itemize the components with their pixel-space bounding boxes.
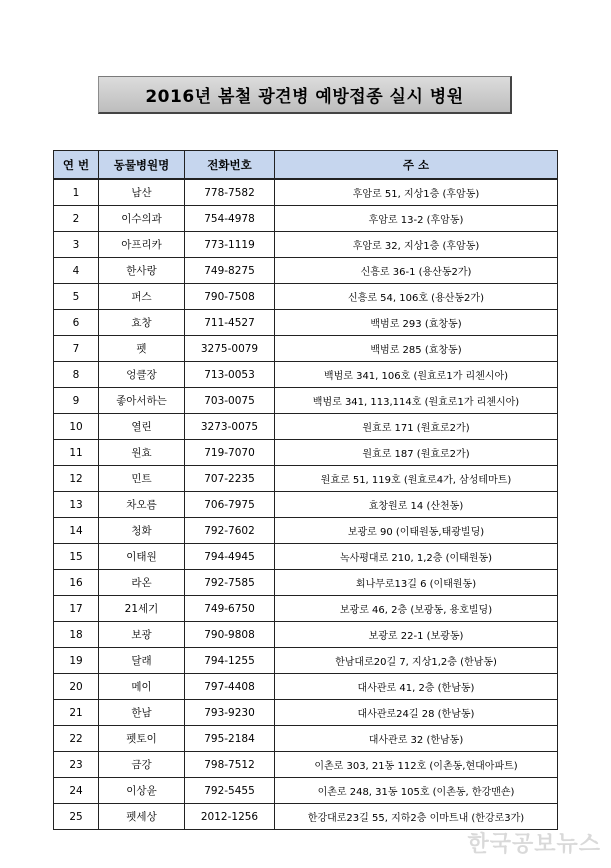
table-header bbox=[54, 151, 558, 180]
table-row bbox=[54, 388, 558, 414]
cell-name: 이상윤 bbox=[99, 778, 185, 804]
cell-name: 펫 bbox=[99, 336, 185, 362]
table-row bbox=[54, 622, 558, 648]
page-title: 2016년 봄철 광견병 예방접종 실시 병원 bbox=[145, 87, 464, 107]
table-row bbox=[54, 179, 558, 206]
cell-no: 4 bbox=[54, 258, 99, 284]
cell-name: 열린 bbox=[99, 414, 185, 440]
cell-phone: 754-4978 bbox=[185, 206, 275, 232]
cell-no: 17 bbox=[54, 596, 99, 622]
cell-name: 펫토이 bbox=[99, 726, 185, 752]
cell-no: 6 bbox=[54, 310, 99, 336]
cell-phone: 703-0075 bbox=[185, 388, 275, 414]
cell-phone: 790-9808 bbox=[185, 622, 275, 648]
cell-no: 22 bbox=[54, 726, 99, 752]
table-row bbox=[54, 596, 558, 622]
table-row bbox=[54, 804, 558, 830]
cell-address: 백범로 341, 106호 (원효로1가 리첸시아) bbox=[275, 362, 558, 388]
cell-address: 신흥로 36-1 (용산동2가) bbox=[275, 258, 558, 284]
cell-name: 펫세상 bbox=[99, 804, 185, 830]
cell-no: 14 bbox=[54, 518, 99, 544]
cell-phone: 749-8275 bbox=[185, 258, 275, 284]
cell-name: 한사랑 bbox=[99, 258, 185, 284]
cell-address: 후암로 51, 지상1층 (후암동) bbox=[275, 179, 558, 206]
cell-address: 녹사평대로 210, 1,2층 (이태원동) bbox=[275, 544, 558, 570]
cell-no: 15 bbox=[54, 544, 99, 570]
cell-no: 5 bbox=[54, 284, 99, 310]
cell-phone: 719-7070 bbox=[185, 440, 275, 466]
header-phone: 전화번호 bbox=[185, 151, 275, 180]
table-row bbox=[54, 232, 558, 258]
cell-phone: 792-5455 bbox=[185, 778, 275, 804]
cell-name: 아프리카 bbox=[99, 232, 185, 258]
cell-phone: 3273-0075 bbox=[185, 414, 275, 440]
cell-no: 1 bbox=[54, 179, 99, 206]
cell-name: 보광 bbox=[99, 622, 185, 648]
cell-no: 16 bbox=[54, 570, 99, 596]
table-row bbox=[54, 700, 558, 726]
cell-no: 9 bbox=[54, 388, 99, 414]
table-row bbox=[54, 778, 558, 804]
cell-phone: 792-7602 bbox=[185, 518, 275, 544]
cell-address: 백범로 285 (효창동) bbox=[275, 336, 558, 362]
cell-address: 한강대로23길 55, 지하2층 이마트내 (한강로3가) bbox=[275, 804, 558, 830]
header-name: 동물병원명 bbox=[99, 151, 185, 180]
table-row bbox=[54, 492, 558, 518]
cell-phone: 778-7582 bbox=[185, 179, 275, 206]
cell-phone: 794-4945 bbox=[185, 544, 275, 570]
table-row bbox=[54, 284, 558, 310]
cell-no: 25 bbox=[54, 804, 99, 830]
table-row bbox=[54, 258, 558, 284]
cell-name: 라온 bbox=[99, 570, 185, 596]
cell-address: 보광로 22-1 (보광동) bbox=[275, 622, 558, 648]
table-row bbox=[54, 726, 558, 752]
cell-address: 백범로 293 (효창동) bbox=[275, 310, 558, 336]
cell-address: 후암로 32, 지상1층 (후암동) bbox=[275, 232, 558, 258]
cell-name: 엉클장 bbox=[99, 362, 185, 388]
cell-name: 민트 bbox=[99, 466, 185, 492]
header-no: 연 번 bbox=[54, 151, 99, 180]
cell-phone: 773-1119 bbox=[185, 232, 275, 258]
cell-phone: 3275-0079 bbox=[185, 336, 275, 362]
cell-name: 청화 bbox=[99, 518, 185, 544]
cell-phone: 792-7585 bbox=[185, 570, 275, 596]
table-row bbox=[54, 648, 558, 674]
table-row bbox=[54, 544, 558, 570]
cell-address: 대사관로 32 (한남동) bbox=[275, 726, 558, 752]
cell-name: 좋아서하는 bbox=[99, 388, 185, 414]
cell-phone: 793-9230 bbox=[185, 700, 275, 726]
cell-phone: 711-4527 bbox=[185, 310, 275, 336]
cell-address: 이촌로 303, 21동 112호 (이촌동,현대아파트) bbox=[275, 752, 558, 778]
cell-address: 신흥로 54, 106호 (용산동2가) bbox=[275, 284, 558, 310]
cell-phone: 706-7975 bbox=[185, 492, 275, 518]
cell-phone: 707-2235 bbox=[185, 466, 275, 492]
table-body bbox=[54, 179, 558, 830]
cell-no: 21 bbox=[54, 700, 99, 726]
cell-address: 후암로 13-2 (후암동) bbox=[275, 206, 558, 232]
cell-address: 한남대로20길 7, 지상1,2층 (한남동) bbox=[275, 648, 558, 674]
cell-address: 대사관로 41, 2층 (한남동) bbox=[275, 674, 558, 700]
cell-name: 달래 bbox=[99, 648, 185, 674]
cell-address: 백범로 341, 113,114호 (원효로1가 리첸시아) bbox=[275, 388, 558, 414]
cell-no: 3 bbox=[54, 232, 99, 258]
table-row bbox=[54, 570, 558, 596]
cell-name: 남산 bbox=[99, 179, 185, 206]
cell-address: 보광로 46, 2층 (보광동, 용호빌딩) bbox=[275, 596, 558, 622]
table-row bbox=[54, 414, 558, 440]
table-row bbox=[54, 206, 558, 232]
cell-name: 한남 bbox=[99, 700, 185, 726]
cell-name: 퍼스 bbox=[99, 284, 185, 310]
cell-address: 효창원로 14 (산천동) bbox=[275, 492, 558, 518]
cell-phone: 797-4408 bbox=[185, 674, 275, 700]
cell-phone: 795-2184 bbox=[185, 726, 275, 752]
cell-name: 21세기 bbox=[99, 596, 185, 622]
cell-no: 11 bbox=[54, 440, 99, 466]
cell-no: 10 bbox=[54, 414, 99, 440]
table-row bbox=[54, 362, 558, 388]
cell-phone: 2012-1256 bbox=[185, 804, 275, 830]
cell-name: 원효 bbox=[99, 440, 185, 466]
table-row bbox=[54, 518, 558, 544]
cell-address: 보광로 90 (이태원동,태광빌딩) bbox=[275, 518, 558, 544]
watermark: 한국공보뉴스 bbox=[467, 832, 601, 857]
cell-no: 20 bbox=[54, 674, 99, 700]
cell-no: 23 bbox=[54, 752, 99, 778]
cell-name: 금강 bbox=[99, 752, 185, 778]
cell-name: 효창 bbox=[99, 310, 185, 336]
table-row bbox=[54, 674, 558, 700]
cell-no: 18 bbox=[54, 622, 99, 648]
cell-no: 13 bbox=[54, 492, 99, 518]
cell-name: 메이 bbox=[99, 674, 185, 700]
cell-phone: 790-7508 bbox=[185, 284, 275, 310]
table-row bbox=[54, 336, 558, 362]
table-row bbox=[54, 440, 558, 466]
cell-phone: 749-6750 bbox=[185, 596, 275, 622]
cell-no: 7 bbox=[54, 336, 99, 362]
table-row bbox=[54, 752, 558, 778]
cell-phone: 713-0053 bbox=[185, 362, 275, 388]
hospital-table bbox=[53, 150, 558, 830]
cell-address: 이촌로 248, 31동 105호 (이촌동, 한강맨숀) bbox=[275, 778, 558, 804]
table-row bbox=[54, 466, 558, 492]
cell-phone: 794-1255 bbox=[185, 648, 275, 674]
cell-name: 이태원 bbox=[99, 544, 185, 570]
title-box bbox=[98, 76, 512, 114]
header-address: 주 소 bbox=[275, 151, 558, 180]
cell-no: 8 bbox=[54, 362, 99, 388]
cell-no: 24 bbox=[54, 778, 99, 804]
cell-address: 원효로 171 (원효로2가) bbox=[275, 414, 558, 440]
header-row bbox=[54, 151, 558, 180]
cell-name: 이수의과 bbox=[99, 206, 185, 232]
cell-address: 원효로 187 (원효로2가) bbox=[275, 440, 558, 466]
cell-no: 12 bbox=[54, 466, 99, 492]
cell-no: 2 bbox=[54, 206, 99, 232]
cell-no: 19 bbox=[54, 648, 99, 674]
cell-address: 원효로 51, 119호 (원효로4가, 삼성테마트) bbox=[275, 466, 558, 492]
cell-address: 대사관로24길 28 (한남동) bbox=[275, 700, 558, 726]
cell-phone: 798-7512 bbox=[185, 752, 275, 778]
cell-name: 차오름 bbox=[99, 492, 185, 518]
table-row bbox=[54, 310, 558, 336]
cell-address: 회나무로13길 6 (이태원동) bbox=[275, 570, 558, 596]
